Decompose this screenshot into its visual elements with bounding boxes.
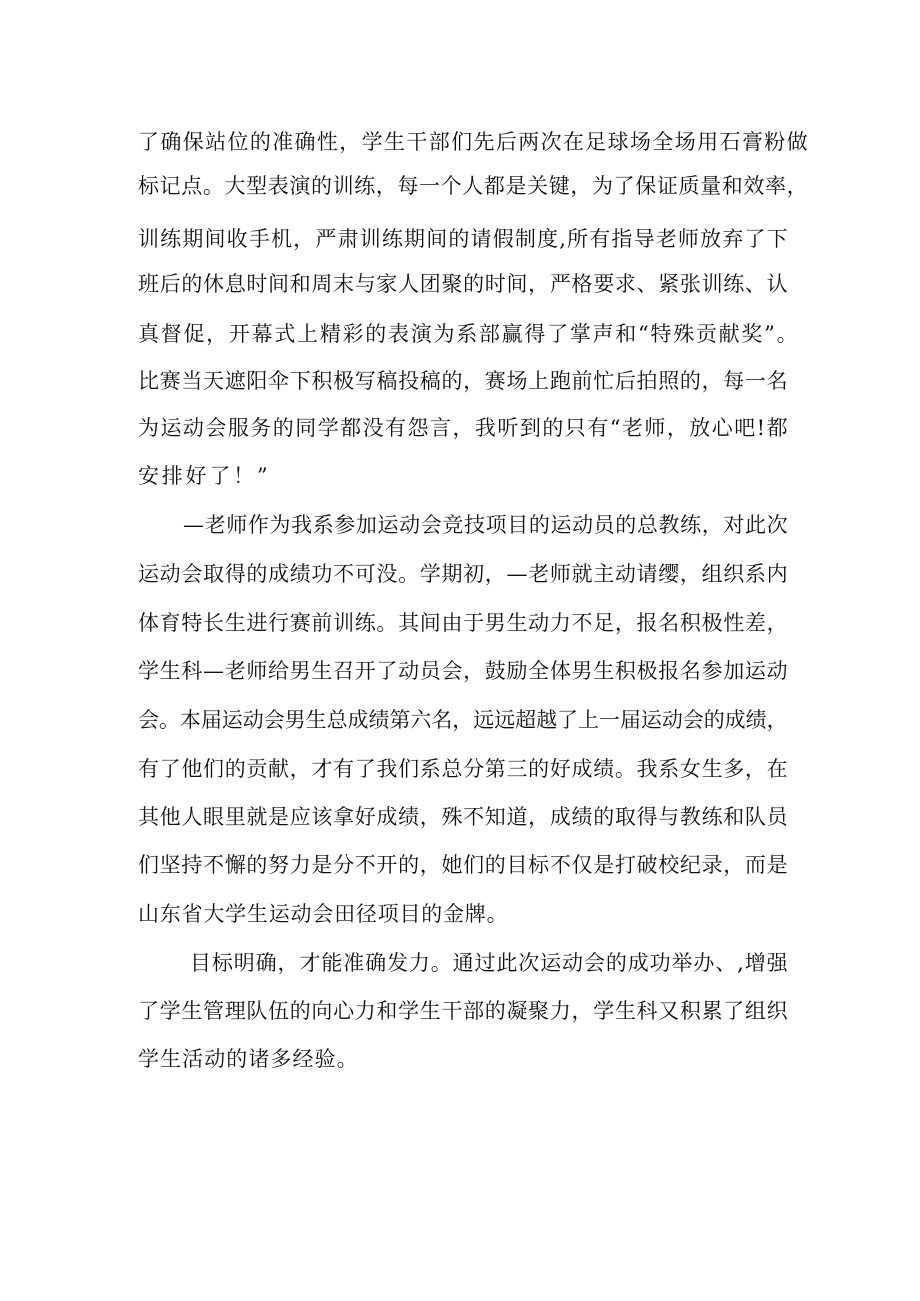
text-line: 山东省大学生运动会田径项目的金牌。 (138, 902, 509, 926)
text-line: 会。本届运动会男生总成绩第六名，远远超越了上一届运动会的成绩， (138, 708, 788, 732)
text-line: 目标明确，才能准确发力。通过此次运动会的成功举办、,增强 (190, 951, 789, 975)
text-line: 班后的休息时间和周末与家人团聚的时间，严格要求、紧张训练、认 (138, 272, 789, 296)
text-line: 学生活动的诸多经验。 (138, 1047, 359, 1071)
text-line: 体育特长生进行赛前训练。其间由于男生动力不足，报名积极性差， (138, 611, 789, 635)
text-line: 了学生管理队伍的向心力和学生干部的凝聚力，学生科又积累了组织 (138, 999, 789, 1023)
text-line: 比赛当天遮阳伞下积极写稿投稿的，赛场上跑前忙后拍照的，每一名 (138, 369, 789, 393)
text-line: 标记点。大型表演的训练，每一个人都是关键，为了保证质量和效率， (138, 174, 809, 198)
text-line: 其他人眼里就是应该拿好成绩，殊不知道，成绩的取得与教练和队员 (138, 805, 789, 829)
text-line: 了确保站位的准确性，学生干部们先后两次在足球场全场用石膏粉做 (138, 130, 809, 154)
text-line: 们坚持不懈的努力是分不开的，她们的目标不仅是打破校纪录，而是 (138, 853, 789, 877)
text-line: 为运动会服务的同学都没有怨言，我听到的只有“老师，放心吧!都 (138, 416, 790, 440)
text-line: 安排好了！” (138, 464, 271, 488)
text-line: 训练期间收手机，严肃训练期间的请假制度,所有指导老师放弃了下 (138, 227, 789, 251)
text-line: 真督促，开幕式上精彩的表演为系部赢得了掌声和“特殊贡献奖”。 (138, 322, 800, 346)
text-line: 有了他们的贡献，才有了我们系总分第三的好成绩。我系女生多，在 (138, 757, 789, 781)
text-line: 运动会取得的成绩功不可没。学期初，—老师就主动请缨，组织系内 (138, 562, 789, 586)
text-line: —老师作为我系参加运动会竞技项目的运动员的总教练，对此次 (183, 513, 789, 537)
text-line: 学生科—老师给男生召开了动员会，鼓励全体男生积极报名参加运动 (138, 659, 789, 683)
